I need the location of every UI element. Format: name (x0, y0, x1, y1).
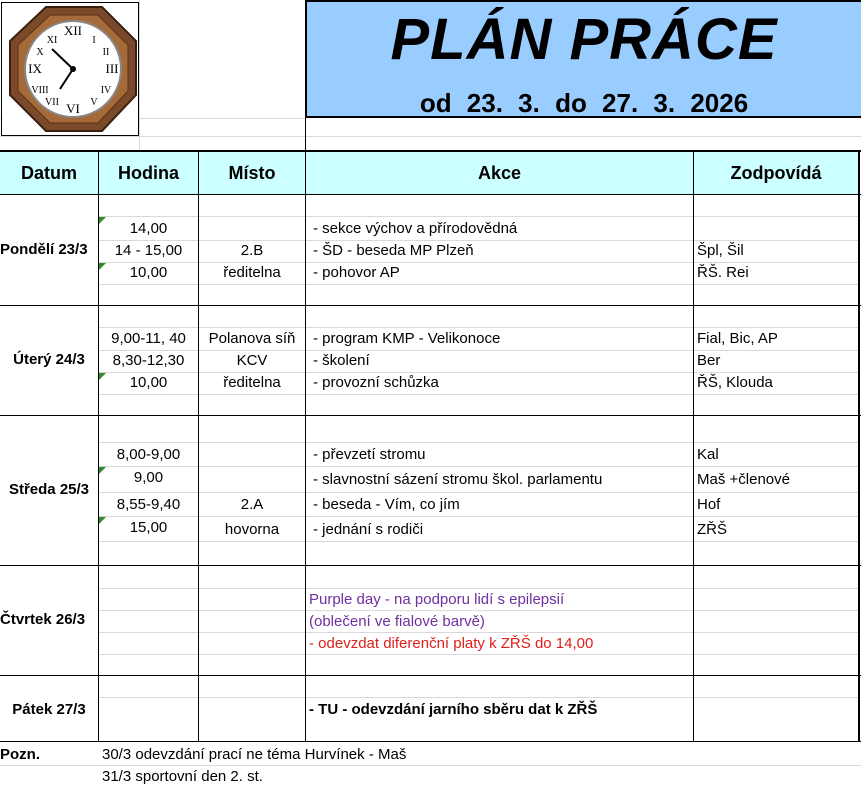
table-cell-akce: - ŠD - beseda MP Plzeň (313, 242, 474, 259)
table-cell-zodpovida: Maš +členové (697, 471, 790, 488)
note-purple-day: Purple day - na podporu lidí s epilepsií (309, 591, 565, 608)
note-deadline: - odevzdat diferenční platy k ZŘŠ do 14,00 (309, 635, 594, 652)
table-cell-akce: - sekce výchov a přírodovědná (313, 220, 518, 237)
table-cell-akce: - provozní schůzka (313, 374, 439, 391)
table-cell-hodina: 9,00 (133, 469, 164, 486)
footer-note: 30/3 odevzdání prací ne téma Hurvínek - Maš (102, 746, 407, 763)
table-cell-misto: hovorna (224, 521, 280, 538)
column-header-akce: Akce (306, 151, 693, 195)
clock-icon (2, 3, 138, 135)
table-cell-misto: 2.A (240, 496, 264, 513)
table-cell-akce: - slavnostní sázení stromu škol. parlamentu (313, 471, 603, 488)
table-cell-hodina: 15,00 (129, 519, 168, 536)
footer-label: Pozn. (0, 746, 40, 763)
table-cell-akce: - TU - odevzdání jarního sběru dat k ZŘŠ (309, 701, 598, 718)
page-title: PLÁN PRÁCE (390, 7, 778, 72)
table-cell-zodpovida: Fial, Bic, AP (697, 330, 778, 347)
table-cell-zodpovida: Ber (697, 352, 721, 369)
table-cell-zodpovida: Kal (697, 446, 719, 463)
table-cell-hodina: 14,00 (129, 220, 168, 237)
day-label-streda: Středa 25/3 (8, 481, 90, 498)
table-cell-misto: KCV (236, 352, 268, 369)
table-cell-zodpovida: ŘŠ. Rei (697, 264, 749, 281)
svg-text:IV: IV (100, 85, 112, 96)
table-cell-hodina: 10,00 (129, 374, 168, 391)
note-purple-dress: (oblečení ve fialové barvě) (309, 613, 485, 630)
table-cell-akce: - beseda - Vím, co jím (313, 496, 460, 513)
day-label-pondeli: Pondělí 23/3 (0, 241, 88, 258)
column-header-hodina: Hodina (99, 151, 198, 195)
svg-text:VIII: VIII (31, 85, 49, 96)
svg-text:XI: XI (46, 35, 58, 46)
svg-text:III: III (105, 61, 119, 76)
title-block (305, 0, 861, 118)
table-cell-akce: - školení (313, 352, 370, 369)
table-cell-hodina: 8,00-9,00 (116, 446, 181, 463)
table-cell-misto: 2.B (240, 242, 264, 259)
table-cell-hodina: 9,00-11, 40 (111, 330, 186, 347)
table-cell-misto: ředitelna (223, 264, 281, 281)
table-cell-zodpovida: ZŘŠ (697, 521, 727, 538)
table-cell-hodina: 10,00 (129, 264, 168, 281)
table-cell-zodpovida: Špl, Šil (697, 242, 744, 259)
table-cell-misto: Polanova síň (208, 330, 296, 347)
table-cell-hodina: 8,55-9,40 (116, 496, 181, 513)
column-header-misto: Místo (199, 151, 305, 195)
day-label-patek: Pátek 27/3 (12, 701, 86, 718)
table-cell-misto: ředitelna (223, 374, 281, 391)
date-range: od 23. 3. do 27. 3. 2026 (419, 88, 749, 118)
table-cell-zodpovida: Hof (697, 496, 721, 513)
day-label-utery: Úterý 24/3 (13, 351, 85, 368)
svg-text:IX: IX (28, 61, 42, 76)
table-cell-hodina: 8,30-12,30 (112, 352, 185, 369)
svg-text:II: II (102, 47, 110, 58)
table-cell-zodpovida: ŘŠ, Klouda (697, 374, 773, 391)
table-cell-akce: - jednání s rodiči (313, 521, 424, 538)
svg-text:V: V (90, 97, 98, 108)
clock-logo (1, 2, 139, 136)
table-cell-akce: - pohovor AP (313, 264, 400, 281)
table-cell-akce: - převzetí stromu (313, 446, 426, 463)
svg-text:I: I (92, 35, 96, 46)
column-header-zodpovida: Zodpovídá (694, 151, 858, 195)
footer-note: 31/3 sportovní den 2. st. (102, 768, 263, 785)
svg-text:X: X (36, 47, 44, 58)
svg-text:VII: VII (45, 97, 59, 108)
day-label-ctvrtek: Čtvrtek 26/3 (0, 611, 86, 628)
table-cell-akce: - program KMP - Velikonoce (313, 330, 501, 347)
table-cell-hodina: 14 - 15,00 (114, 242, 183, 259)
column-header-datum: Datum (0, 151, 98, 195)
svg-text:XII: XII (63, 23, 83, 38)
svg-text:VI: VI (66, 101, 80, 116)
